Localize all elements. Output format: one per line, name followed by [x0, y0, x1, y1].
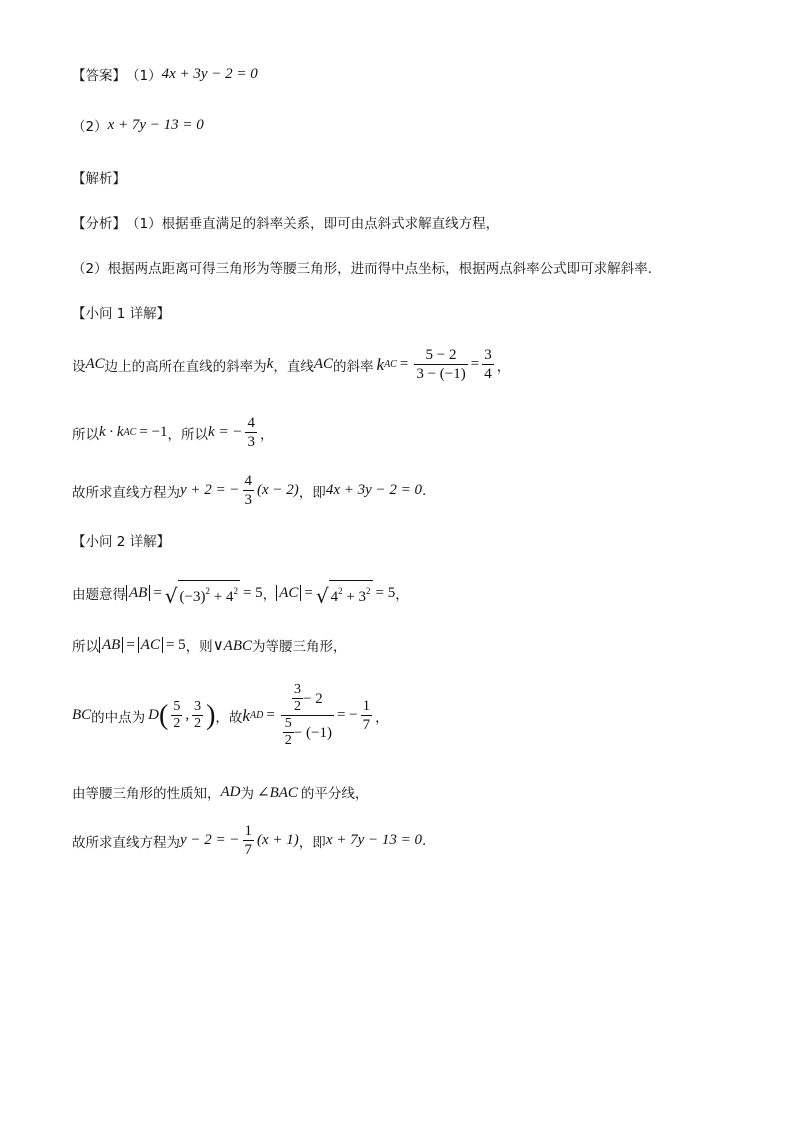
q2-s2-text-c: 为等腰三角形， [252, 639, 347, 655]
q2-midpoint-y [192, 699, 203, 732]
q2-ab-sqrt: √ $(-3)^2 + 4^2$ [165, 580, 240, 606]
q2-s1-ac: AC [276, 585, 301, 601]
q2-s5-text-b: ，即 [298, 834, 326, 851]
q2-s1-val1: = 5 [242, 584, 263, 601]
q1-step-1 [72, 346, 510, 383]
q2-s3-eq: = [266, 707, 275, 723]
analysis-heading-text: 【解析】 [72, 171, 126, 187]
q2-s1-eq2: = [304, 584, 313, 601]
q2-slope-ad-fraction [281, 682, 334, 749]
q2-s2-ac: AC [138, 637, 163, 653]
q2-s1-sep: ， [262, 587, 277, 603]
q2-s4-text-b: 为 [240, 786, 254, 802]
q1-s1-k: k [266, 356, 274, 372]
q2-s2-val: = 5 [165, 636, 186, 653]
q1-s1-end: ， [496, 358, 511, 375]
q1-s1-text-b: 边上的高所在直线的斜率为 [104, 358, 267, 375]
q2-heading [72, 530, 170, 550]
q2-bot-rest: − (−1) [293, 724, 332, 741]
q2-step-3: BC 的中点为 D ( $\frac{5}{2}$ , $\frac{3}{2}$ ) ，故 k AD = $\frac{3}{2}$ − 2 $\frac{5}{2}$ − (−1) = − $\frac{1}{7}$ ， [72, 682, 389, 748]
q1-s3-text-b: ，即 [298, 484, 326, 501]
q2-s5-lhs: y − 2 = − [180, 832, 240, 848]
q2-s2-eq: = [126, 636, 135, 653]
q1-s1-eq: = [399, 356, 409, 372]
q1-s2-text-a: 所以 [72, 426, 99, 443]
q2-bot-den: 2 [284, 733, 292, 748]
q1-s3-num: 4 [244, 473, 253, 489]
q1-s3-text-a: 故所求直线方程为 [72, 484, 180, 501]
q2-rad2-a: 4 [330, 589, 339, 605]
q2-step-4 [72, 782, 368, 802]
q1-s2-text-b: ，所以 [167, 426, 209, 443]
q1-s3-result: 4x + 3y − 2 = 0 [325, 482, 422, 498]
answer-line-2 [72, 115, 204, 135]
q2-s3-eq2: = − [336, 707, 358, 723]
q2-s1-val2: = 5 [375, 584, 396, 601]
q2-s3-end: ， [375, 709, 389, 726]
q2-midpoint-x [171, 699, 182, 732]
q2-top-num: 3 [294, 682, 301, 697]
q2-s2-ab: AB [99, 637, 123, 653]
q1-s3-rhs: (x − 2) [257, 482, 299, 498]
q2-rad1-sup1: 2 [205, 586, 210, 596]
analysis-heading [72, 167, 126, 187]
answer-line-1 [72, 64, 258, 84]
q2-mid-y-num: 3 [194, 699, 202, 714]
q2-s5-den: 7 [244, 842, 253, 858]
q2-mid-x-num: 5 [173, 699, 181, 714]
q2-s3-sub: AD [249, 710, 264, 721]
q2-s4-text-c: 的平分线， [300, 786, 369, 802]
q1-frac2-num: 3 [484, 347, 492, 363]
analysis-line-1 [72, 212, 499, 232]
q1-step-3 [72, 472, 426, 509]
q1-s1-text-a: 设 [72, 358, 86, 375]
q1-s3-end: . [422, 482, 427, 499]
q2-rad2-b: + 3 [342, 589, 367, 605]
q2-s1-ab: AB [126, 585, 150, 601]
q2-step-1 [72, 580, 409, 606]
q1-s2-expr: k · k [99, 424, 124, 440]
q2-s2-triangle: ∨ABC [212, 637, 252, 654]
answer-part2-prefix: （2） [72, 119, 108, 135]
q2-rad1-sup2: 2 [233, 586, 238, 596]
q2-s4-angle: ∠BAC [257, 784, 298, 801]
q2-top-rest: − 2 [303, 690, 323, 707]
q2-s5-rhs: (x + 1) [257, 832, 299, 848]
q1-frac1-den: 3 − (−1) [416, 366, 466, 382]
q1-heading-text: 【小问 1 详解】 [72, 306, 171, 322]
q1-s1-slope-k: k [376, 354, 385, 374]
q2-s5-text-a: 故所求直线方程为 [72, 834, 180, 851]
q2-s4-text-a: 由等腰三角形的性质知， [72, 786, 221, 802]
answer-part2-equation: x + 7y − 13 = 0 [107, 116, 204, 133]
q1-s1-ac-2: AC [313, 356, 334, 372]
answer-part1-equation: 4x + 3y − 2 = 0 [161, 65, 258, 82]
q2-s1-eq: = [153, 584, 162, 601]
q2-s3-k: k [242, 705, 250, 725]
q2-rad1-a: (−3) [179, 589, 206, 605]
q2-s3-text-b: ，故 [215, 709, 243, 726]
q2-s5-num: 1 [244, 823, 253, 839]
q2-ac-sqrt: √ $4^2 + 3^2$ [316, 580, 373, 606]
q2-rad1-b: + 4 [210, 589, 234, 605]
q1-step-2 [72, 414, 273, 451]
q1-s2-k: k = − [208, 424, 243, 440]
q2-s1-end: ， [395, 587, 409, 603]
q2-s3-text-a: 的中点为 [91, 709, 146, 726]
q1-slope-fraction [414, 346, 467, 383]
analysis-label: 【分析】 [72, 216, 126, 232]
analysis-text-2: （2）根据两点距离可得三角形为等腰三角形，进而得中点坐标，根据两点斜率公式即可求解斜率. [72, 261, 652, 277]
q1-s1-slope-sub: AC [384, 359, 397, 370]
q1-heading [72, 302, 170, 322]
q1-s2-end: ， [259, 426, 274, 443]
q2-rad2-sup1: 2 [338, 586, 343, 596]
q2-s4-ad: AD [220, 783, 241, 800]
q1-frac1-num: 5 − 2 [425, 347, 457, 363]
q2-res-num: 1 [362, 698, 371, 714]
q1-s3-den: 3 [244, 492, 253, 508]
q1-frac2-den: 4 [484, 366, 492, 382]
q2-line-slope-fraction [243, 822, 255, 859]
q1-s3-lhs: y + 2 = − [180, 482, 240, 498]
q2-slope-result-fraction [361, 697, 373, 734]
q2-bot-num: 5 [284, 716, 292, 731]
q1-s1-text-c: ，直线 [273, 358, 314, 375]
q1-k-num: 4 [247, 415, 255, 431]
q1-s2-val: = −1 [139, 424, 168, 440]
q2-mid-x-den: 2 [173, 716, 181, 731]
q1-s1-text-d: 的斜率 [333, 358, 374, 375]
q2-s3-bc: BC [72, 707, 92, 723]
q2-rad2-sup2: 2 [366, 586, 371, 596]
q2-mid-comma: , [185, 707, 190, 723]
answer-part1-prefix: （1） [126, 68, 162, 84]
q2-res-den: 7 [362, 717, 371, 733]
q2-s5-end: . [422, 832, 427, 849]
q2-s2-text-a: 所以 [72, 639, 99, 655]
q1-line-slope-fraction [243, 472, 255, 509]
q1-s1-ac: AC [85, 356, 105, 372]
q2-step-5 [72, 822, 426, 859]
q1-k-den: 3 [247, 434, 255, 450]
q2-s1-text-a: 由题意得 [72, 587, 126, 603]
q2-step-2 [72, 635, 347, 655]
q1-slope-value-fraction [482, 346, 494, 383]
analysis-text-1: （1）根据垂直满足的斜率关系，即可由点斜式求解直线方程， [126, 216, 500, 232]
q2-heading-text: 【小问 2 详解】 [72, 534, 171, 550]
q1-s1-eq2: = [470, 356, 480, 372]
q2-s3-d: D [148, 707, 160, 723]
analysis-line-2 [72, 257, 652, 277]
q2-s5-result: x + 7y − 13 = 0 [325, 832, 422, 848]
q2-top-den: 2 [294, 699, 301, 714]
q2-s2-text-b: ，则 [185, 639, 213, 655]
q1-s2-sub: AC [123, 427, 137, 438]
answer-label: 【答案】 [72, 68, 126, 84]
q1-k-fraction [245, 414, 257, 451]
q2-mid-y-den: 2 [194, 716, 202, 731]
